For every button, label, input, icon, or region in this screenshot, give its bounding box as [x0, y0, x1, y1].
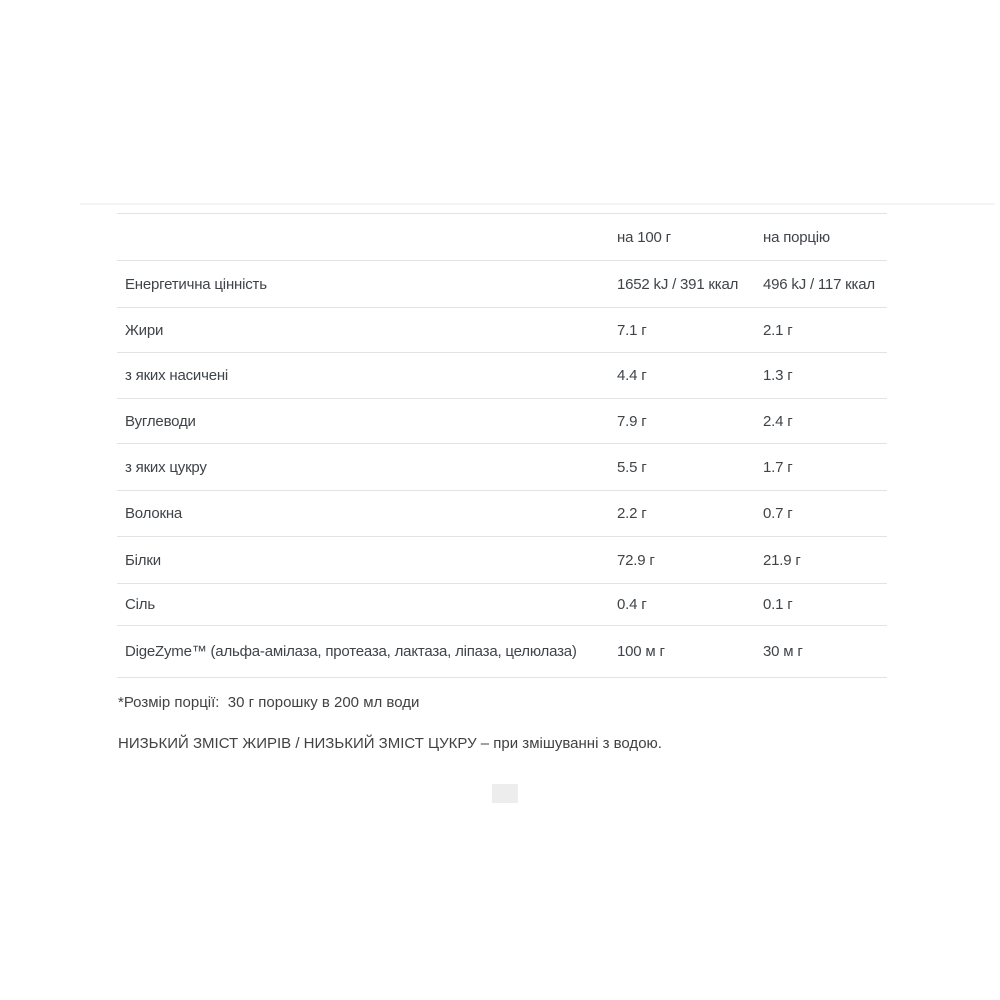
value-per-100g: 4.4 г [617, 367, 647, 384]
value-per-serving: 2.4 г [763, 412, 793, 430]
value-per-100g: 72.9 г [617, 551, 655, 569]
value-per-serving: 0.7 г [763, 505, 793, 522]
table-row [117, 308, 887, 353]
row-label: з яких цукру [125, 458, 207, 476]
value-per-serving: 0.1 г [763, 596, 793, 613]
row-label: DigeZyme™ (альфа-амілаза, протеаза, лактаза, ліпаза, целюлаза) [125, 643, 577, 660]
value-per-100g: 5.5 г [617, 458, 647, 476]
table-row [117, 584, 887, 626]
row-label: Сіль [125, 596, 155, 613]
value-per-serving: 1.3 г [763, 367, 793, 384]
value-per-100g: 0.4 г [617, 596, 647, 613]
value-per-serving: 496 kJ / 117 ккал [763, 275, 875, 293]
table-row [117, 399, 887, 444]
table-row [117, 261, 887, 308]
header-per-100g: на 100 г [617, 228, 671, 246]
table-header-row [117, 214, 887, 261]
value-per-100g: 100 м г [617, 643, 665, 660]
row-label: Білки [125, 551, 161, 569]
serving-size-footnote: *Розмір порції: 30 г порошку в 200 мл води [118, 694, 420, 711]
value-per-serving: 1.7 г [763, 458, 793, 476]
value-per-100g: 7.9 г [617, 412, 647, 430]
table-row [117, 491, 887, 537]
row-label: з яких насичені [125, 367, 229, 384]
table-row [117, 353, 887, 399]
value-per-100g: 1652 kJ / 391 ккал [617, 275, 739, 293]
nutrition-table [117, 213, 887, 678]
value-per-serving: 30 м г [763, 643, 803, 660]
header-per-serving: на порцію [763, 228, 830, 246]
table-row [117, 444, 887, 491]
row-label: Жири [125, 321, 164, 339]
row-label: Енергетична цінність [125, 275, 267, 293]
row-label: Вуглеводи [125, 412, 196, 430]
row-label: Волокна [125, 505, 183, 522]
value-per-100g: 7.1 г [617, 321, 647, 339]
value-per-serving: 21.9 г [763, 551, 801, 569]
value-per-100g: 2.2 г [617, 505, 647, 522]
low-fat-low-sugar-claim: НИЗЬКИЙ ЗМІСТ ЖИРІВ / НИЗЬКИЙ ЗМІСТ ЦУКРУ – при змішуванні з водою. [118, 735, 662, 752]
image-placeholder [492, 784, 518, 803]
table-row [117, 626, 887, 678]
section-divider-line [80, 203, 995, 205]
table-row [117, 537, 887, 584]
value-per-serving: 2.1 г [763, 321, 793, 339]
